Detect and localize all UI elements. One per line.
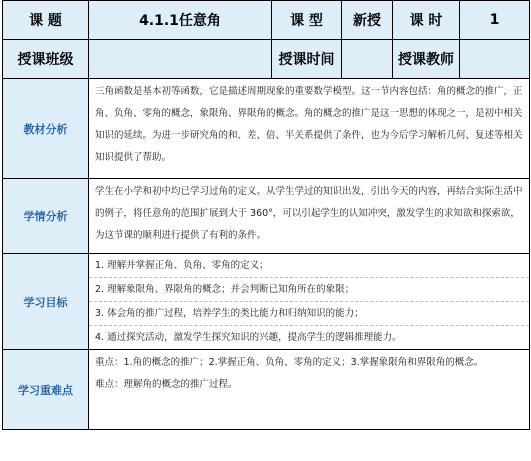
class-label: 授课班级: [3, 40, 89, 79]
class-value: [89, 40, 272, 79]
time-value: [342, 40, 393, 79]
course-value: 4.1.1任意角: [89, 1, 272, 40]
header-row: [3, 1, 530, 40]
key-focus: 重点：1.角的概念的推广；2.掌握正角、负角、零角的定义；3.掌握象限角和界限角的概念。: [95, 357, 484, 368]
key-text: [89, 350, 530, 430]
material-row: [3, 79, 530, 179]
info-row: [3, 40, 530, 79]
lesson-plan-table: [2, 0, 530, 430]
time-label: 授课时间: [272, 40, 342, 79]
goals-list: [89, 254, 530, 350]
goal-item-1: 1. 理解并掌握正角、负角、零角的定义；: [89, 254, 529, 278]
goals-row: [3, 254, 530, 350]
students-row: [3, 179, 530, 254]
students-label: 学情分析: [3, 179, 89, 254]
course-label: 课 题: [3, 1, 89, 40]
key-row: [3, 350, 530, 430]
students-text: 学生在小学和初中均已学习过角的定义。从学生学过的知识出发，引出今天的内容，再结合实际生活中的例子，将任意角的范围扩展到大于 360°，可以引起学生的认知冲突，激发学生的求知欲和探索欲，为这节课的顺利进行提供了有利的条件。: [89, 179, 530, 254]
hours-label: 课 时: [393, 1, 460, 40]
material-label: 教材分析: [3, 79, 89, 179]
key-difficulty: 难点：理解角的概念的推广过程。: [95, 379, 238, 390]
type-value: 新授: [342, 1, 393, 40]
goal-item-3: 3. 体会角的推广过程，培养学生的类比能力和归纳知识的能力；: [89, 302, 529, 326]
teacher-value: [460, 40, 530, 79]
hours-value: 1: [460, 1, 530, 40]
goal-item-4: 4. 通过探究活动，激发学生探究知识的兴趣，提高学生的逻辑推理能力。: [95, 332, 402, 343]
teacher-label: 授课教师: [393, 40, 460, 79]
type-label: 课 型: [272, 1, 342, 40]
material-text: 三角函数是基本初等函数，它是描述周期现象的重要数学模型。这一节内容包括：角的概念的推广，正角、负角、零角的概念，象限角、界限角的概念。角的概念的推广是这一思想的体现之一，是初中相关知识的延续。为进一步研究角的和、差、倍、半关系提供了条件，也为今后学习解析几何、复述等相关知识提供了帮助。: [89, 79, 530, 179]
goals-label: 学习目标: [3, 254, 89, 350]
key-label: 学习重难点: [3, 350, 89, 430]
goal-item-2: 2. 理解象限角、界限角的概念；并会判断已知角所在的象限；: [89, 278, 529, 302]
